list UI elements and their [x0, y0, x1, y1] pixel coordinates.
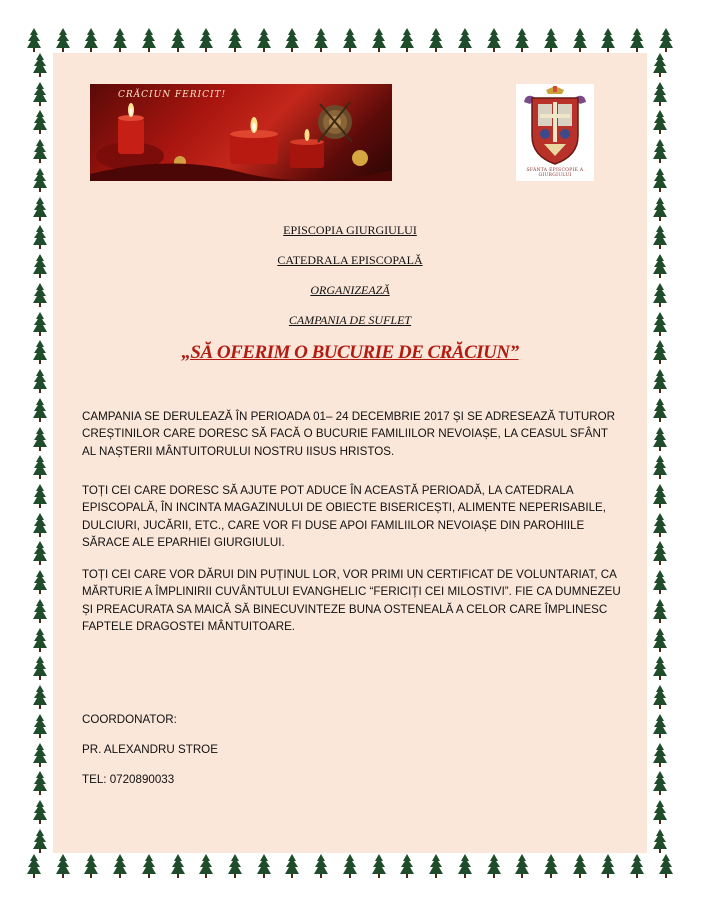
christmas-tree-icon — [372, 854, 386, 878]
flyer-page — [27, 27, 673, 879]
christmas-tree-icon — [33, 656, 47, 680]
coordinator-phone: TEL: 0720890033 — [82, 773, 175, 786]
banner-title: CRĂCIUN FERICIT! — [118, 90, 227, 100]
christmas-tree-icon — [653, 455, 667, 479]
tree-border-top — [27, 27, 673, 53]
christmas-tree-icon — [33, 484, 47, 508]
tree-border-left — [27, 53, 53, 853]
christmas-tree-icon — [659, 854, 673, 878]
christmas-tree-icon — [113, 28, 127, 52]
christmas-tree-icon — [27, 28, 41, 52]
christmas-candles-banner — [90, 84, 392, 181]
christmas-tree-icon — [33, 800, 47, 824]
christmas-tree-icon — [653, 800, 667, 824]
christmas-tree-icon — [171, 854, 185, 878]
coordinator-label: COORDONATOR: — [82, 713, 177, 726]
christmas-tree-icon — [630, 28, 644, 52]
christmas-tree-icon — [314, 28, 328, 52]
christmas-tree-icon — [653, 570, 667, 594]
christmas-tree-icon — [343, 28, 357, 52]
christmas-tree-icon — [33, 829, 47, 853]
christmas-tree-icon — [653, 398, 667, 422]
christmas-tree-icon — [653, 513, 667, 537]
christmas-tree-icon — [33, 369, 47, 393]
christmas-tree-icon — [33, 82, 47, 106]
diocese-crest — [516, 84, 594, 181]
christmas-tree-icon — [573, 854, 587, 878]
christmas-tree-icon — [653, 656, 667, 680]
christmas-tree-icon — [544, 854, 558, 878]
christmas-tree-icon — [285, 854, 299, 878]
christmas-tree-icon — [515, 28, 529, 52]
christmas-tree-icon — [33, 427, 47, 451]
christmas-tree-icon — [27, 854, 41, 878]
campania-heading: CAMPANIA DE SUFLET — [288, 313, 412, 327]
crest-shield-icon — [516, 84, 594, 181]
campaign-title: „SĂ OFERIM O BUCURIE DE CRĂCIUN” — [181, 342, 519, 363]
christmas-tree-icon — [653, 743, 667, 767]
christmas-tree-icon — [33, 455, 47, 479]
christmas-tree-icon — [142, 854, 156, 878]
christmas-tree-icon — [458, 28, 472, 52]
christmas-tree-icon — [257, 854, 271, 878]
christmas-tree-icon — [33, 168, 47, 192]
christmas-tree-icon — [659, 28, 673, 52]
christmas-tree-icon — [653, 771, 667, 795]
christmas-tree-icon — [33, 599, 47, 623]
christmas-tree-icon — [630, 854, 644, 878]
christmas-tree-icon — [33, 541, 47, 565]
christmas-tree-icon — [653, 139, 667, 163]
paragraph-donations: TOȚI CEI CARE DORESC SĂ AJUTE POT ADUCE ÎN ACEASTĂ PERIOADĂ, LA CATEDRALA EPISCOPALĂ, ÎN INCINTA MAGAZINULUI DE OBIECTE BISERICEȘTI, ALIMENTE NEPERISABILE, DULCIURI, JUCĂRII, ETC., CARE VOR FI DUSE APOI FAMILIILOR NEVOIAȘE DIN PAROHIILE SĂRACE ALE EPARHIEI GIURGIULUI. — [82, 484, 606, 549]
coordinator-name: PR. ALEXANDRU STROE — [82, 743, 218, 756]
christmas-tree-icon — [653, 82, 667, 106]
christmas-tree-icon — [33, 628, 47, 652]
christmas-tree-icon — [653, 197, 667, 221]
christmas-tree-icon — [601, 28, 615, 52]
christmas-tree-icon — [56, 854, 70, 878]
organizeaza-heading: ORGANIZEAZĂ — [310, 283, 390, 297]
christmas-tree-icon — [314, 854, 328, 878]
christmas-tree-icon — [171, 28, 185, 52]
christmas-tree-icon — [573, 28, 587, 52]
christmas-tree-icon — [56, 28, 70, 52]
christmas-tree-icon — [544, 28, 558, 52]
christmas-tree-icon — [33, 197, 47, 221]
christmas-tree-icon — [33, 714, 47, 738]
christmas-tree-icon — [429, 854, 443, 878]
christmas-tree-icon — [653, 599, 667, 623]
tree-border-right — [647, 53, 673, 853]
christmas-tree-icon — [653, 685, 667, 709]
christmas-tree-icon — [653, 427, 667, 451]
christmas-tree-icon — [515, 854, 529, 878]
christmas-tree-icon — [653, 110, 667, 134]
christmas-tree-icon — [199, 854, 213, 878]
christmas-tree-icon — [228, 28, 242, 52]
christmas-tree-icon — [400, 854, 414, 878]
christmas-tree-icon — [33, 513, 47, 537]
christmas-tree-icon — [372, 28, 386, 52]
christmas-tree-icon — [33, 139, 47, 163]
christmas-tree-icon — [33, 743, 47, 767]
christmas-tree-icon — [199, 28, 213, 52]
christmas-tree-icon — [653, 484, 667, 508]
paragraph-intro: CAMPANIA SE DERULEAZĂ ÎN PERIOADA 01– 24 DECEMBRIE 2017 ȘI SE ADRESEAZĂ TUTUROR CREȘTINILOR CARE DORESC SĂ FACĂ O BUCURIE FAMILIILOR NEVOIAȘE, LA CEASUL SFÂNT AL NAȘTERII MÂNTUITORULUI NOSTRU IISUS HRISTOS. — [82, 410, 616, 458]
christmas-tree-icon — [113, 854, 127, 878]
christmas-tree-icon — [429, 28, 443, 52]
christmas-tree-icon — [142, 28, 156, 52]
catedrala-heading: CATEDRALA EPISCOPALĂ — [277, 253, 423, 267]
christmas-tree-icon — [400, 28, 414, 52]
christmas-tree-icon — [653, 628, 667, 652]
crest-motto: SFÂNTA EPISCOPIE A GIURGIULUI — [526, 168, 584, 178]
christmas-tree-icon — [653, 53, 667, 77]
christmas-tree-icon — [228, 854, 242, 878]
christmas-tree-icon — [33, 398, 47, 422]
christmas-tree-icon — [653, 714, 667, 738]
christmas-tree-icon — [33, 771, 47, 795]
christmas-tree-icon — [653, 541, 667, 565]
episcopia-heading: EPISCOPIA GIURGIULUI — [283, 223, 417, 237]
christmas-tree-icon — [487, 28, 501, 52]
christmas-tree-icon — [653, 168, 667, 192]
christmas-tree-icon — [601, 854, 615, 878]
christmas-tree-icon — [487, 854, 501, 878]
christmas-tree-icon — [343, 854, 357, 878]
christmas-tree-icon — [33, 570, 47, 594]
christmas-tree-icon — [84, 854, 98, 878]
christmas-tree-icon — [33, 53, 47, 77]
christmas-tree-icon — [33, 110, 47, 134]
christmas-tree-icon — [458, 854, 472, 878]
christmas-tree-icon — [653, 369, 667, 393]
christmas-tree-icon — [257, 28, 271, 52]
christmas-tree-icon — [33, 685, 47, 709]
christmas-tree-icon — [84, 28, 98, 52]
paragraph-certificate: TOȚI CEI CARE VOR DĂRUI DIN PUȚINUL LOR, VOR PRIMI UN CERTIFICAT DE VOLUNTARIAT, CA MĂRTURIE A ÎMPLINIRII CUVÂNTULUI EVANGHELIC “FERICIȚI CEI MILOSTIVI”. FIE CA DUMNEZEU ȘI PREACURATA SA MAICĂ SĂ BINECUVINTEZE BUNA OSTENEALĂ A CELOR CARE ÎMPLINESC FAPTELE DRAGOSTEI MÂNTUITOARE. — [82, 568, 621, 633]
christmas-tree-icon — [653, 829, 667, 853]
christmas-tree-icon — [285, 28, 299, 52]
tree-border-bottom — [27, 853, 673, 879]
